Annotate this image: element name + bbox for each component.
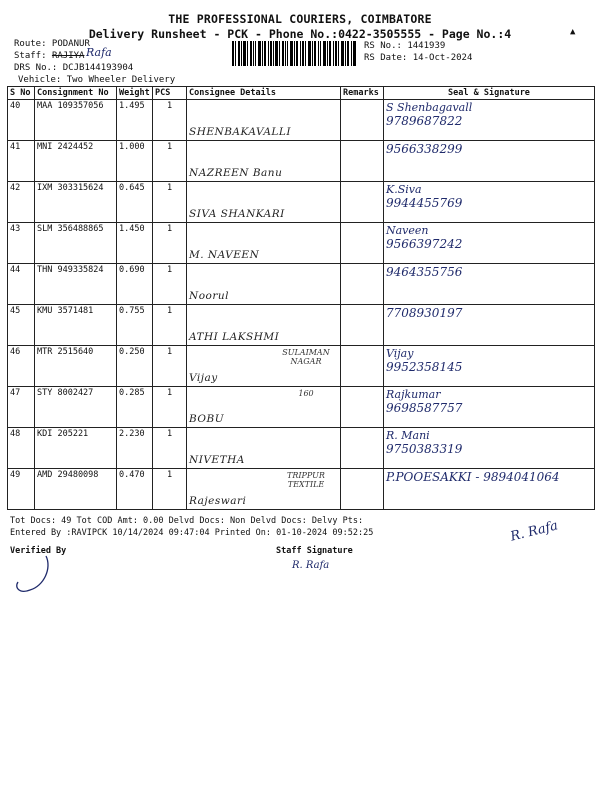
signature-cell xyxy=(384,428,595,469)
pcs-cell: 1 xyxy=(153,182,187,223)
handwritten-signature: Rajkumar xyxy=(386,388,441,401)
staff-name: RAJIYA xyxy=(51,51,85,61)
signature-cell xyxy=(384,141,595,182)
table-header-row xyxy=(8,87,595,100)
consignee-cell xyxy=(187,264,341,305)
column-header: Consignee Details xyxy=(187,87,341,100)
delivery-table xyxy=(7,86,595,510)
pcs-cell: 1 xyxy=(153,346,187,387)
consignee-note: TRIPPUR TEXTILE xyxy=(287,471,325,489)
remarks-cell xyxy=(341,264,384,305)
column-header: Remarks xyxy=(341,87,384,100)
document-subtitle: Delivery Runsheet - PCK - Phone No.:0422-3505555 - Page No.:4 xyxy=(88,27,512,41)
weight-cell: 1.000 xyxy=(117,141,153,182)
weight-cell: 0.470 xyxy=(117,469,153,510)
vehicle-type: Vehicle: Two Wheeler Delivery xyxy=(18,75,176,85)
pcs-cell: 1 xyxy=(153,387,187,428)
handwritten-phone: 9944455769 xyxy=(386,196,463,210)
serial-number-cell: 46 xyxy=(8,346,35,387)
table-row xyxy=(8,346,595,387)
consignment-number-cell: KMU 3571481 xyxy=(35,305,117,346)
remarks-cell xyxy=(341,469,384,510)
remarks-cell xyxy=(341,223,384,264)
pcs-cell: 1 xyxy=(153,428,187,469)
handwritten-phone: 9566338299 xyxy=(386,142,463,156)
consignee-cell xyxy=(187,100,341,141)
triangle-marker-icon: ▲ xyxy=(570,27,576,37)
handwritten-signature: S Shenbagavall xyxy=(386,101,473,114)
remarks-cell xyxy=(341,428,384,469)
handwritten-phone: 9464355756 xyxy=(386,265,463,279)
handwritten-signature: K.Siva xyxy=(386,183,422,196)
consignee-cell xyxy=(187,182,341,223)
handwritten-signature: Vijay xyxy=(386,347,414,360)
barcode-image xyxy=(232,41,356,66)
table-row xyxy=(8,428,595,469)
remarks-cell xyxy=(341,100,384,141)
consignment-number-cell: MAA 109357056 xyxy=(35,100,117,141)
consignment-number-cell: STY 8002427 xyxy=(35,387,117,428)
handwritten-phone: 9750383319 xyxy=(386,442,463,456)
table-row xyxy=(8,264,595,305)
serial-number-cell: 41 xyxy=(8,141,35,182)
consignee-name: NIVETHA xyxy=(189,454,245,466)
entered-by-line: Entered By :RAVIPCK 10/14/2024 09:47:04 Printed On: 01-10-2024 09:52:25 xyxy=(10,528,374,538)
consignee-note: SULAIMAN NAGAR xyxy=(282,348,330,366)
consignee-name: M. NAVEEN xyxy=(189,249,260,261)
column-header: S No xyxy=(8,87,35,100)
signature-cell xyxy=(384,100,595,141)
consignee-name: Rajeswari xyxy=(189,495,247,507)
staff-signature-label: Staff Signature xyxy=(276,546,353,556)
weight-cell: 0.285 xyxy=(117,387,153,428)
staff-label: Staff: xyxy=(14,51,47,61)
consignee-name: BOBU xyxy=(189,413,225,425)
remarks-cell xyxy=(341,387,384,428)
column-header: Seal & Signature xyxy=(384,87,595,100)
rs-number: RS No.: 1441939 xyxy=(364,41,446,51)
table-row xyxy=(8,141,595,182)
consignment-number-cell: AMD 29480098 xyxy=(35,469,117,510)
table-row xyxy=(8,223,595,264)
weight-cell: 1.495 xyxy=(117,100,153,141)
verified-by-label: Verified By xyxy=(10,546,67,556)
weight-cell: 0.690 xyxy=(117,264,153,305)
consignee-name: Noorul xyxy=(189,290,229,302)
table-row xyxy=(8,469,595,510)
serial-number-cell: 49 xyxy=(8,469,35,510)
consignee-cell xyxy=(187,223,341,264)
pcs-cell: 1 xyxy=(153,469,187,510)
weight-cell: 0.645 xyxy=(117,182,153,223)
verifier-signature-scribble xyxy=(8,552,58,598)
signature-cell xyxy=(384,387,595,428)
consignee-cell xyxy=(187,346,341,387)
consignment-number-cell: KDI 205221 xyxy=(35,428,117,469)
remarks-cell xyxy=(341,346,384,387)
staff-handwritten-signature: R. Rafa xyxy=(292,560,330,571)
column-header: PCS xyxy=(153,87,187,100)
signature-cell xyxy=(384,346,595,387)
table-row xyxy=(8,305,595,346)
consignment-number-cell: IXM 303315624 xyxy=(35,182,117,223)
weight-cell: 0.755 xyxy=(117,305,153,346)
consignment-number-cell: THN 949335824 xyxy=(35,264,117,305)
weight-cell: 2.230 xyxy=(117,428,153,469)
staff-line xyxy=(14,50,84,62)
consignee-cell xyxy=(187,469,341,510)
pcs-cell: 1 xyxy=(153,223,187,264)
column-header: Consignment No xyxy=(35,87,117,100)
signature-cell xyxy=(384,182,595,223)
consignment-number-cell: SLM 356488865 xyxy=(35,223,117,264)
remarks-cell xyxy=(341,141,384,182)
consignee-note: 160 xyxy=(298,389,314,398)
signature-cell xyxy=(384,469,595,510)
column-header: Weight xyxy=(117,87,153,100)
consignee-name: NAZREEN Banu xyxy=(189,167,283,179)
document-title: THE PROFESSIONAL COURIERS, COIMBATORE xyxy=(168,12,432,26)
weight-cell: 0.250 xyxy=(117,346,153,387)
serial-number-cell: 48 xyxy=(8,428,35,469)
pcs-cell: 1 xyxy=(153,305,187,346)
table-row xyxy=(8,182,595,223)
serial-number-cell: 47 xyxy=(8,387,35,428)
serial-number-cell: 42 xyxy=(8,182,35,223)
handwritten-phone: 7708930197 xyxy=(386,306,463,320)
route-label: Route: PODANUR xyxy=(14,39,90,49)
right-handwritten-signature: R. Rafa xyxy=(508,518,560,545)
totals-line: Tot Docs: 49 Tot COD Amt: 0.00 Delvd Docs: Non Delvd Docs: Delvy Pts: xyxy=(10,516,364,526)
handwritten-phone: P.POOESAKKI - 9894041064 xyxy=(386,470,560,484)
pcs-cell: 1 xyxy=(153,264,187,305)
consignee-cell xyxy=(187,305,341,346)
consignee-cell xyxy=(187,428,341,469)
handwritten-phone: 9789687822 xyxy=(386,114,463,128)
consignee-name: SIVA SHANKARI xyxy=(189,208,285,220)
pcs-cell: 1 xyxy=(153,141,187,182)
handwritten-phone: 9566397242 xyxy=(386,237,463,251)
staff-handwritten-name: Rafa xyxy=(86,46,112,59)
serial-number-cell: 44 xyxy=(8,264,35,305)
signature-cell xyxy=(384,305,595,346)
handwritten-signature: R. Mani xyxy=(386,429,430,442)
signature-cell xyxy=(384,264,595,305)
handwritten-signature: Naveen xyxy=(386,224,429,237)
table-row xyxy=(8,387,595,428)
remarks-cell xyxy=(341,305,384,346)
serial-number-cell: 45 xyxy=(8,305,35,346)
rs-date: RS Date: 14-Oct-2024 xyxy=(364,53,473,63)
serial-number-cell: 40 xyxy=(8,100,35,141)
serial-number-cell: 43 xyxy=(8,223,35,264)
weight-cell: 1.450 xyxy=(117,223,153,264)
handwritten-phone: 9698587757 xyxy=(386,401,463,415)
handwritten-phone: 9952358145 xyxy=(386,360,463,374)
table-row xyxy=(8,100,595,141)
consignee-name: ATHI LAKSHMI xyxy=(189,331,280,343)
remarks-cell xyxy=(341,182,384,223)
consignee-name: SHENBAKAVALLI xyxy=(189,126,292,138)
consignee-cell xyxy=(187,387,341,428)
signature-cell xyxy=(384,223,595,264)
consignment-number-cell: MTR 2515640 xyxy=(35,346,117,387)
pcs-cell: 1 xyxy=(153,100,187,141)
consignee-name: Vijay xyxy=(189,372,218,384)
consignee-cell xyxy=(187,141,341,182)
drs-number: DRS No.: DCJB144193904 xyxy=(14,63,134,73)
consignment-number-cell: MNI 2424452 xyxy=(35,141,117,182)
